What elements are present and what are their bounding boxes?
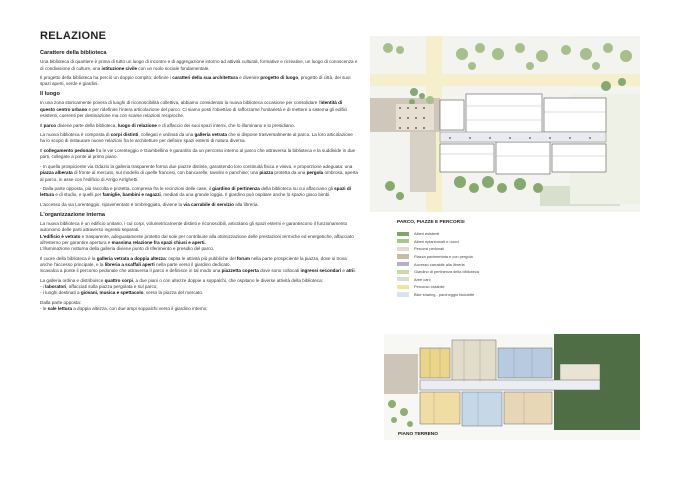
section-paragraph [40,256,358,275]
legend-label: Alberi ripiantumati e nuovi [414,238,459,244]
text-run: e divenire [237,75,261,81]
legend-swatch [397,232,409,236]
section-paragraph [40,59,358,72]
text-run: La galleria ordina e distribuisce [40,277,105,283]
legend-label: Accesso carrabile alla libreria [414,261,465,267]
bold-run: atrii [346,268,355,274]
section-paragraph [40,123,358,129]
legend-items [397,230,617,298]
text-run: , mediati da una grande loggia. Il giardino può ospitare anche lo spazio gioco bimbi. [160,192,331,198]
bold-run: luogo di relazione [117,122,157,128]
section-heading: Carattere della biblioteca [40,50,107,56]
section-paragraph [40,202,358,208]
text-run: e di affaccio dei suoi spazi interni, che lo illuminano e lo presidiano. [156,122,295,128]
section-paragraph [40,278,358,297]
bold-run: libreria a scaffali aperti [104,261,155,267]
text-run: La nuova biblioteca è un edificio unitario, i cui corpi, volumetricamente distinti e riconoscibili, articolano gli spazi esterni e garantiscono il funzionamento autonomo delle parti attraverso ingressi separati. [40,220,348,233]
legend-label: Percorso ciclabile [414,284,445,290]
legend-swatch [397,254,409,258]
legend-item [397,253,617,261]
legend-item [397,245,617,253]
text-run: nella parte verso il giardino dedicato. Scavalca a ponte il percorso pedonale che attraversa il parco e definisce in tal modo una [40,261,231,274]
text-run: Dalla parte opposta: - le [40,300,82,312]
bold-run: laboratori [45,284,67,290]
section-heading: Il luogo [40,91,60,98]
legend-swatch [397,285,409,289]
section-paragraph [40,75,358,88]
bold-run: giardino di pertinenza [212,186,260,192]
bold-run: massima relazione fra spazi chiusi e aperti. [111,239,206,245]
section-paragraph [40,221,358,252]
text-run: che si dispone trasversalmente al parco. La loro articolazione ha lo scopo di instaurare nuove relazioni fra le architetture per definire spazi esterni di natura diversa. [40,132,353,144]
legend-item [397,230,617,238]
text-run: ombrosa, aperta al parco, in asse con l'edificio di Arrigo Arrighetti. [40,170,358,182]
bold-run: galleria vetrata [194,132,227,138]
legend-swatch [397,239,409,243]
bold-run: spazi di lettura [40,186,351,198]
text-run: , collegati e ordinati da una [138,132,195,138]
bold-run: parco [43,122,57,128]
bold-run: caratteri della sua architettura [172,75,238,81]
bold-run: L'edificio è vetrato [40,233,81,239]
section-paragraph [40,186,358,199]
legend-item [397,260,617,268]
text-run: Il [40,148,44,154]
bold-run: forum [236,255,250,261]
legend-label: Giardino di pertinenza della biblioteca [414,269,479,275]
text-run: In una zona storicamente povera di luoghi di riconoscibilità collettiva, abbiamo considerato la nuova biblioteca occasione per consolidare l' [40,100,321,106]
text-run: diviene parte della biblioteca, [56,122,118,128]
text-run: e [341,268,347,274]
site-plan [370,36,640,212]
legend-item [397,268,617,276]
legend-swatch [397,247,409,251]
bold-run: ingressi secondari [300,268,342,274]
text-run: , a due piani o con altezze doppie a soppalchi, che ospitano le diverse attività della biblioteca: - i [40,277,323,290]
section-paragraph [40,100,358,119]
text-run: fra le vie Lorenteggio e Giambellino è garantito da un percorso interno al parco che attraversa la biblioteca e la suddivide in due parti, collegate a ponte al primo piano. [40,148,356,160]
bold-run: identità di questo centro urbano [40,100,343,112]
legend-swatch [397,277,409,281]
text-run: . [354,268,356,274]
text-run: e per ridefinire l'intera articolazione del parco. Ci siamo posti l'obiettivo di rafforzarne l'unitarietà e di mettere a sistema gli edifici esistenti, coerenti per destinazione ma con scarse relazioni reciproche. [40,106,348,118]
text-run: Una biblioteca di quartiere è prima di tutto un luogo di incontro e di aggregazione intorno ad attività culturali, formative e ricreative, un luogo di conoscenza e di condivisione di culture, una [40,59,358,71]
section-heading: L'organizzazione interna [40,211,106,218]
text-run: , verso la piazza del mercato. [143,290,204,296]
ground-floor-label: PIANO TERRENO [398,432,438,437]
bold-run: collegamento pedonale [43,148,95,154]
legend-item [397,276,617,284]
bold-run: piazza [259,170,274,176]
bold-run: progetto di luogo [260,75,299,81]
text-run: a doppia altezza, con due ampi soppalchi verso il giardino interno; [71,306,208,312]
page-title: RELAZIONE [40,30,107,42]
text-run: La nuova biblioteca è composta di [40,132,111,138]
legend-label: Percorsi pedonali [414,246,445,252]
legend-label: Piazza pavimentata e con pergola [414,254,473,260]
legend-item [397,291,617,299]
bold-run: quattro corpi [104,277,133,283]
legend-title: PARCO, PIAZZE E PERCORSI [397,220,465,225]
text-run: di fronte al mercato, sul modello di quelle francesi, con bancarelle, tavolini e panchine; una [72,170,260,176]
bold-run: via carrabile di servizio [183,202,234,208]
text-run: Il progetto della biblioteca ha perciò un doppio compito: definire i [40,75,173,81]
legend-swatch [397,292,409,296]
text-run: , progetto di città, dei suoi spazi aperti, verde e giardini. [40,75,351,87]
section-paragraph [40,300,358,313]
text-run: e trasparente, adeguatamente protetto dal sole per contribuire alla ottimizzazione delle prestazioni termiche ed energetiche, affacciato all'esterno per garantire apertura e [40,233,354,245]
text-run: con un ruolo sociale fondamentale. [137,65,210,71]
bold-run: istituzione civile [101,65,138,71]
text-run: L'accesso da via Lorenteggio, ripavimentato e ombreggiato, diviene la [40,202,184,208]
text-run: , affacciati sulla piazza pergolata e sul parco; - i luoghi destinati a [40,284,158,296]
text-run: : ospita le attività più pubbliche del [165,255,237,261]
legend-item [397,283,617,291]
bold-run: famiglie, bambini e ragazzi [102,192,161,198]
bold-run: galleria vetrata a doppia altezza [96,255,166,261]
legend [397,220,617,298]
legend-swatch [397,270,409,274]
report-text-column [40,50,358,316]
section-paragraph [40,148,358,161]
bold-run: corpi distinti [110,132,139,138]
text-run: dove sono collocati [258,268,301,274]
text-run: - Dalla parte opposta, più raccolta e protetta, compresa fra le recinzioni delle case, il [40,186,213,192]
text-run: Il [40,122,44,128]
bold-run: giovani, musica e spettacolo [80,290,144,296]
legend-swatch [397,262,409,266]
text-run: L'illuminazione notturna della galleria diviene punto di riferimento e presidio del parco. [40,246,215,252]
text-run: - In quella prospiciente via Odazio la galleria trasparente forma due piazze distinte, garantendo loro continuità fisica e visiva, e proporzione adeguata: una [40,163,353,169]
bold-run: piazza alberata [40,170,73,176]
ground-floor-plan [384,334,640,440]
legend-item [397,238,617,246]
text-run: protetta da una [273,170,307,176]
text-run: della biblioteca su cui affacciano gli [259,186,335,192]
section-paragraph [40,132,358,145]
bold-run: piazzetta coperta [221,268,259,274]
bold-run: sale lettura [47,306,72,312]
legend-label: Alberi esistenti [414,231,440,237]
text-run: nella parte prospiciente la piazza, dove si trova anche l'accesso principale, e la [40,255,347,267]
legend-label: Aree cani [414,276,431,282]
section-paragraph [40,164,358,183]
legend-label: Bike sharing - parcheggio biciclette [414,292,475,298]
text-run: e di studio, e quelli per [54,192,103,198]
text-run: alla libreria. [233,202,259,208]
text-run: Il cuore della biblioteca è la [40,255,97,261]
bold-run: pergola [306,170,324,176]
